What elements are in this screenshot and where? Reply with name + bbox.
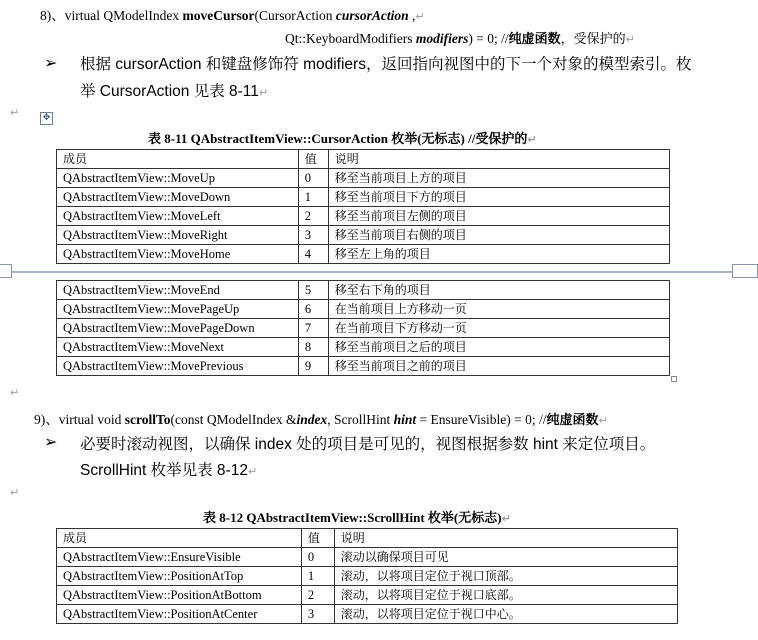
cell-member: QAbstractItemView::MoveEnd bbox=[57, 281, 299, 300]
page-break-left-marker bbox=[0, 264, 12, 278]
table-row bbox=[57, 357, 670, 376]
cell-description: 移至当前项目之前的项目 bbox=[328, 357, 669, 376]
paragraph-mark: ↵ bbox=[10, 386, 20, 399]
table-row bbox=[57, 605, 678, 624]
table2-caption: 表 8-12 QAbstractItemView::ScrollHint 枚举(无标志)↵ bbox=[203, 510, 511, 525]
cell-member: QAbstractItemView::MoveNext bbox=[57, 338, 299, 357]
cell-description: 移至当前项目左侧的项目 bbox=[328, 207, 669, 226]
cell-value: 3 bbox=[301, 605, 334, 624]
item9-signature: 9)、virtual void scrollTo(const QModelIndex &index, ScrollHint hint = EnsureVisible) = 0; //纯虚函数↵ bbox=[34, 412, 608, 428]
header-description: 说明 bbox=[328, 150, 669, 169]
paragraph-mark: ↵ bbox=[10, 486, 20, 499]
header-value: 值 bbox=[301, 529, 334, 548]
cell-value: 6 bbox=[298, 300, 328, 319]
table-row bbox=[57, 245, 670, 264]
table-header-row bbox=[57, 529, 678, 548]
cell-value: 2 bbox=[298, 207, 328, 226]
table-row bbox=[57, 338, 670, 357]
header-member: 成员 bbox=[57, 529, 302, 548]
cell-value: 0 bbox=[301, 548, 334, 567]
table-row bbox=[57, 281, 670, 300]
cell-description: 在当前项目上方移动一页 bbox=[328, 300, 669, 319]
table-row bbox=[57, 567, 678, 586]
header-member: 成员 bbox=[57, 150, 299, 169]
table-row bbox=[57, 226, 670, 245]
table-row bbox=[57, 300, 670, 319]
header-description: 说明 bbox=[334, 529, 677, 548]
cell-description: 滚动，以将项目定位于视口中心。 bbox=[334, 605, 677, 624]
bullet-arrow-icon: ➢ bbox=[44, 434, 58, 451]
cell-description: 移至右下角的项目 bbox=[328, 281, 669, 300]
cell-member: QAbstractItemView::MoveRight bbox=[57, 226, 299, 245]
item9-description-line1: 必要时滚动视图，以确保 index 处的项目是可见的，视图根据参数 hint 来定位项目。 bbox=[80, 436, 656, 453]
table2 bbox=[56, 528, 678, 624]
cell-member: QAbstractItemView::MovePrevious bbox=[57, 357, 299, 376]
item8-signature-line2: Qt::KeyboardModifiers modifiers) = 0; //纯虚函数，受保护的↵ bbox=[285, 31, 635, 47]
table-row bbox=[57, 188, 670, 207]
cell-value: 9 bbox=[298, 357, 328, 376]
cell-value: 5 bbox=[298, 281, 328, 300]
cell-description: 移至当前项目上方的项目 bbox=[328, 169, 669, 188]
cell-value: 4 bbox=[298, 245, 328, 264]
cell-value: 2 bbox=[301, 586, 334, 605]
cell-value: 8 bbox=[298, 338, 328, 357]
table-row bbox=[57, 207, 670, 226]
table-header-row bbox=[57, 150, 670, 169]
item8-signature-line1: 8)、virtual QModelIndex moveCursor(CursorAction cursorAction ,↵ bbox=[40, 8, 425, 23]
cell-member: QAbstractItemView::MoveHome bbox=[57, 245, 299, 264]
table-row bbox=[57, 548, 678, 567]
cell-description: 移至当前项目下方的项目 bbox=[328, 188, 669, 207]
bullet-arrow-icon: ➢ bbox=[44, 55, 58, 72]
cell-member: QAbstractItemView::MoveUp bbox=[57, 169, 299, 188]
cell-description: 滚动，以将项目定位于视口底部。 bbox=[334, 586, 677, 605]
table-resize-handle-icon[interactable] bbox=[671, 376, 677, 382]
table1-part1 bbox=[56, 149, 670, 264]
header-value: 值 bbox=[298, 150, 328, 169]
item8-description-line1: 根据 cursorAction 和键盘修饰符 modifiers，返回指向视图中的下一个对象的模型索引。枚 bbox=[80, 56, 692, 73]
table1-caption: 表 8-11 QAbstractItemView::CursorAction 枚举(无标志) //受保护的↵ bbox=[148, 131, 537, 146]
cell-member: QAbstractItemView::MovePageDown bbox=[57, 319, 299, 338]
table-row bbox=[57, 319, 670, 338]
cell-value: 1 bbox=[301, 567, 334, 586]
paragraph-mark: ↵ bbox=[10, 106, 20, 119]
cell-value: 1 bbox=[298, 188, 328, 207]
cell-description: 移至当前项目右侧的项目 bbox=[328, 226, 669, 245]
item9-description-line2: ScrollHint 枚举见表 8-12↵ bbox=[80, 462, 258, 479]
cell-member: QAbstractItemView::MoveLeft bbox=[57, 207, 299, 226]
cell-description: 移至左上角的项目 bbox=[328, 245, 669, 264]
cell-description: 滚动以确保项目可见 bbox=[334, 548, 677, 567]
cell-member: QAbstractItemView::PositionAtBottom bbox=[57, 586, 302, 605]
cell-member: QAbstractItemView::EnsureVisible bbox=[57, 548, 302, 567]
cell-member: QAbstractItemView::PositionAtTop bbox=[57, 567, 302, 586]
table-row bbox=[57, 586, 678, 605]
cell-member: QAbstractItemView::MoveDown bbox=[57, 188, 299, 207]
cell-member: QAbstractItemView::MovePageUp bbox=[57, 300, 299, 319]
page-break-divider bbox=[0, 271, 758, 273]
cell-member: QAbstractItemView::PositionAtCenter bbox=[57, 605, 302, 624]
table1-part2 bbox=[56, 280, 670, 376]
table-row bbox=[57, 169, 670, 188]
cell-description: 移至当前项目之后的项目 bbox=[328, 338, 669, 357]
table-move-handle-icon[interactable]: ✥ bbox=[40, 112, 53, 125]
cell-value: 0 bbox=[298, 169, 328, 188]
cell-value: 7 bbox=[298, 319, 328, 338]
cell-description: 滚动，以将项目定位于视口顶部。 bbox=[334, 567, 677, 586]
cell-value: 3 bbox=[298, 226, 328, 245]
cell-description: 在当前项目下方移动一页 bbox=[328, 319, 669, 338]
item8-description-line2: 举 CursorAction 见表 8-11↵ bbox=[80, 83, 269, 100]
page-break-right-marker bbox=[732, 264, 758, 278]
